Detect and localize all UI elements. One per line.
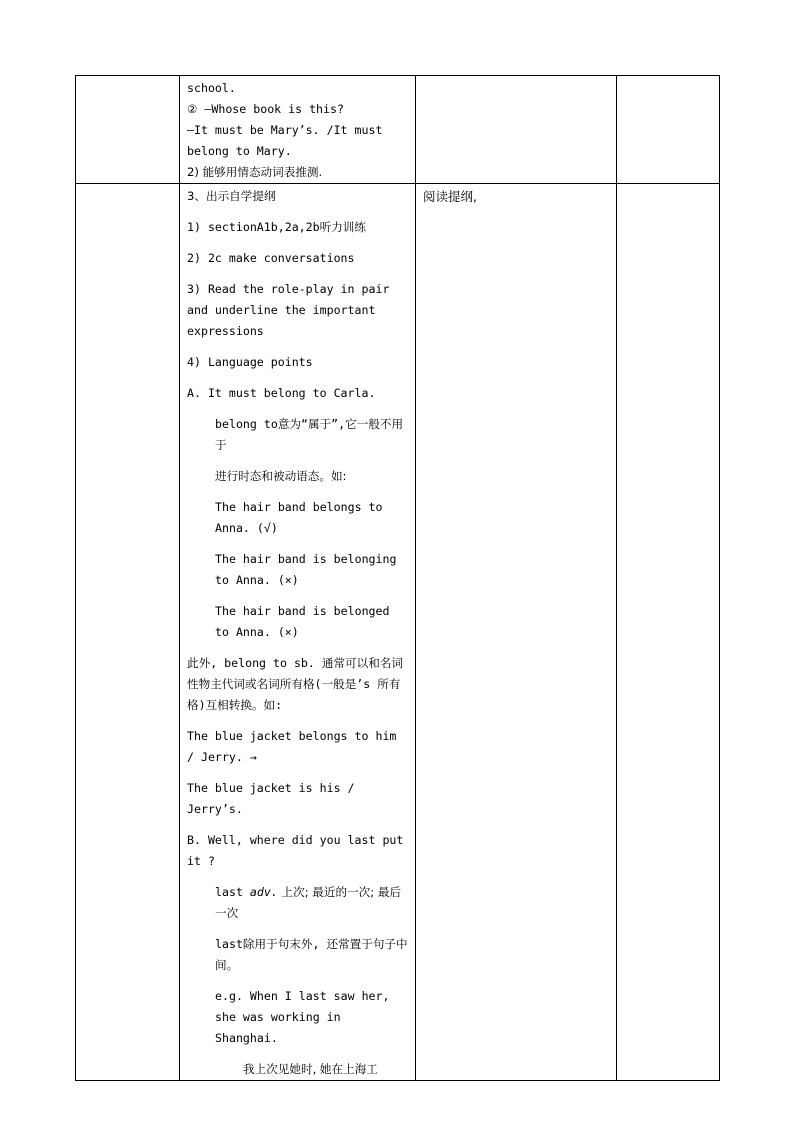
outline-item: 1) sectionA1b,2a,2b听力训练 [187,220,366,234]
part-of-speech: adv. [249,885,278,899]
cell-empty [76,184,180,1081]
last-word: last [215,885,250,899]
example-1: The hair band belongs to Anna. (√) [215,500,383,535]
table-row [76,76,720,184]
cell-empty [617,184,720,1081]
text-line: —It must be Mary’s. /It must [187,123,383,137]
outline-item: 4) Language points [187,355,313,369]
example-3: The hair band is belonged to Anna. (×) [215,604,390,639]
example-sentence: e.g. When I last saw her, she was working in Shanghai. [215,989,390,1045]
text-line: 2) 能够用情态动词表推测. [187,165,323,179]
text-line: ② —Whose book is this? [187,102,344,116]
last-meaning: 上次; 最近的一次; 最后一次 [215,885,402,920]
lesson-plan-table [75,75,720,1081]
conversion-example-1: The blue jacket belongs to him / Jerry. → [187,729,397,764]
outline-item: 2) 2c make conversations [187,251,355,265]
conversion-note: 此外, belong to sb. 通常可以和名词性物主代词或名词所有格(一般是’s 所有格)互相转换。如: [187,656,404,712]
outline-item: A. It must belong to Carla. [187,386,376,400]
example-translation: 我上次见她时, 她在上海工 [243,1062,378,1076]
outline-title: 3、出示自学提纲 [187,189,276,203]
content-cell [180,184,416,1081]
cell-empty [416,76,617,184]
text-line: belong to Mary. [187,144,292,158]
table-row [76,184,720,1081]
last-definition [187,882,410,924]
text-line: school. [187,81,236,95]
belong-note: belong to意为“属于”,它一般不用于 [215,417,404,452]
last-usage: last除用于句末外, 还常置于句子中间。 [215,937,408,972]
cell-empty [617,76,720,184]
belong-note-cont: 进行时态和被动语态。如: [215,469,347,483]
outline-item: 3) Read the role-play in pair and underline the important expressions [187,282,390,338]
cell-empty [76,76,180,184]
point-b-title: B. Well, where did you last put it ? [187,833,404,868]
student-activity-text: 阅读提纲, [423,189,477,204]
example-2: The hair band is belonging to Anna. (×) [215,552,397,587]
conversion-example-2: The blue jacket is his / Jerry’s. [187,781,355,816]
objectives-cell [180,76,416,184]
student-activity-cell [416,184,617,1081]
